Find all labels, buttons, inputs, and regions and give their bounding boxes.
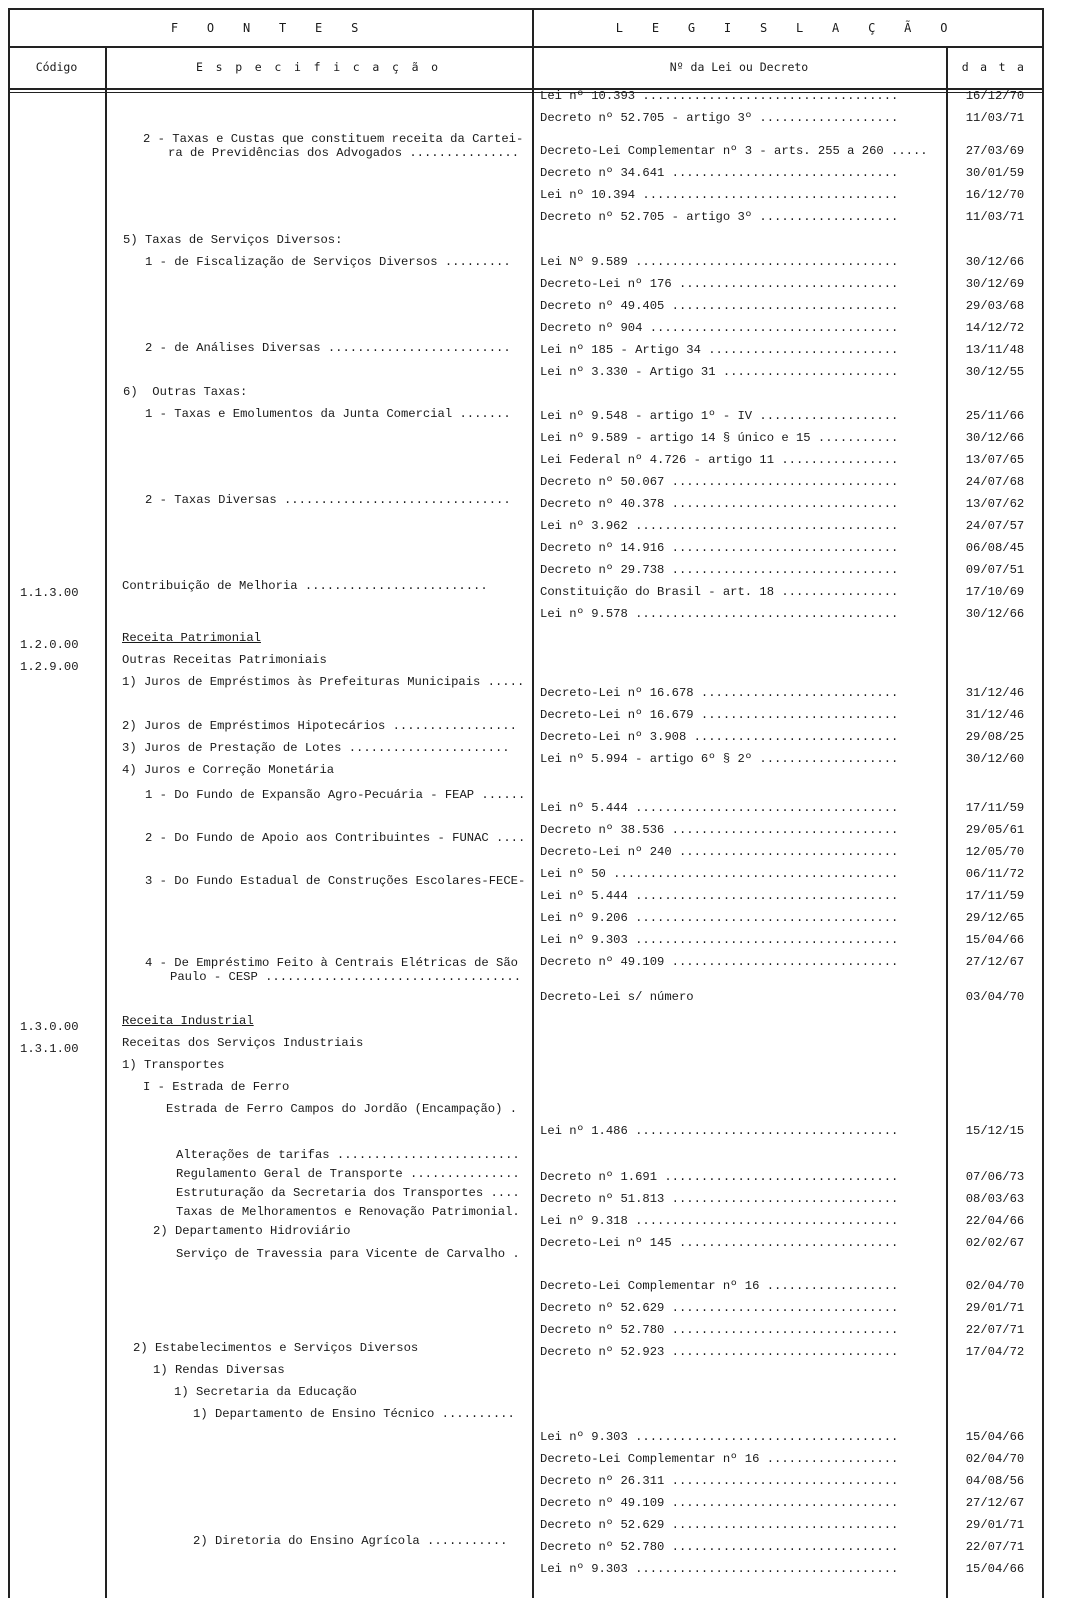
codigo-cell: 1.2.0.00 [20, 638, 79, 652]
lei-decreto-cell: Decreto-Lei nº 16.678 ........................... [540, 686, 899, 700]
lei-decreto-cell: Lei nº 185 - Artigo 34 .......................... [540, 343, 899, 357]
lei-decreto-cell: Lei nº 9.303 .................................... [540, 933, 899, 947]
data-cell: 30/12/66 [965, 255, 1025, 269]
data-cell: 08/03/63 [965, 1192, 1025, 1206]
data-cell: 02/04/70 [965, 1452, 1025, 1466]
lei-decreto-cell: Decreto nº 52.629 ............................... [540, 1301, 899, 1315]
data-cell: 14/12/72 [965, 321, 1025, 335]
data-cell: 15/04/66 [965, 1430, 1025, 1444]
especificacao-cell: 1 - de Fiscalização de Serviços Diversos ......... [145, 255, 511, 269]
data-cell: 13/07/65 [965, 453, 1025, 467]
codigo-cell: 1.1.3.00 [20, 586, 79, 600]
data-cell: 29/05/61 [965, 823, 1025, 837]
especificacao-cell: 1) Rendas Diversas [153, 1363, 285, 1377]
especificacao-cell: Estrada de Ferro Campos do Jordão (Encampação) . [166, 1102, 518, 1116]
lei-decreto-cell: Lei nº 9.578 .................................... [540, 607, 899, 621]
data-cell: 15/12/15 [965, 1124, 1025, 1138]
data-cell: 24/07/68 [965, 475, 1025, 489]
data-cell: 24/07/57 [965, 519, 1025, 533]
lei-decreto-cell: Lei nº 9.548 - artigo 1º - IV ................... [540, 409, 899, 423]
data-cell: 29/08/25 [965, 730, 1025, 744]
especificacao-cell: 2) Diretoria do Ensino Agrícola ........... [193, 1534, 508, 1548]
data-cell: 27/03/69 [965, 144, 1025, 158]
especificacao-cell: 2) Departamento Hidroviário [153, 1224, 351, 1238]
data-cell: 17/10/69 [965, 585, 1025, 599]
right-border [1042, 8, 1044, 1598]
lei-decreto-cell: Decreto-Lei nº 176 .............................. [540, 277, 899, 291]
data-cell: 03/04/70 [965, 990, 1025, 1004]
lei-decreto-cell: Decreto nº 29.738 ............................... [540, 563, 899, 577]
lei-decreto-cell: Decreto-Lei s/ número [540, 990, 694, 1004]
especificacao-cell: I - Estrada de Ferro [143, 1080, 290, 1094]
lei-decreto-cell: Decreto nº 52.780 ............................... [540, 1323, 899, 1337]
section-heading: Receita Patrimonial [122, 631, 261, 645]
data-cell: 27/12/67 [965, 1496, 1025, 1510]
especificacao-cell: 4) Juros e Correção Monetária [122, 763, 335, 777]
data-cell: 30/12/66 [965, 431, 1025, 445]
data-cell: 30/12/55 [965, 365, 1025, 379]
data-cell: 17/11/59 [965, 889, 1025, 903]
data-cell: 31/12/46 [965, 708, 1025, 722]
especificacao-cell: 1 - Taxas e Emolumentos da Junta Comercial ....... [145, 407, 511, 421]
header-divider [8, 46, 1042, 48]
codigo-divider [105, 46, 107, 1598]
lei-decreto-cell: Lei Nº 9.589 .................................... [540, 255, 899, 269]
lei-decreto-cell: Decreto nº 52.780 ............................... [540, 1540, 899, 1554]
data-cell: 27/12/67 [965, 955, 1025, 969]
left-border [8, 8, 10, 1598]
data-cell: 02/04/70 [965, 1279, 1025, 1293]
lei-decreto-cell: Decreto-Lei Complementar nº 16 .................. [540, 1452, 899, 1466]
lei-decreto-cell: Decreto-Lei nº 145 .............................. [540, 1236, 899, 1250]
especificacao-cell: Contribuição de Melhoria ......................... [122, 579, 488, 593]
data-cell: 30/12/66 [965, 607, 1025, 621]
data-cell: 29/01/71 [965, 1518, 1025, 1532]
lei-decreto-cell: Decreto nº 38.536 ............................... [540, 823, 899, 837]
top-border [8, 8, 1042, 10]
lei-decreto-cell: Lei nº 3.330 - Artigo 31 ........................ [540, 365, 899, 379]
especificacao-cell: Paulo - CESP ................................... [170, 970, 522, 984]
lei-decreto-cell: Decreto nº 50.067 ............................... [540, 475, 899, 489]
section-heading: Receita Industrial [122, 1014, 254, 1028]
especificacao-cell: ra de Previdências dos Advogados ............... [168, 146, 520, 160]
lei-decreto-cell: Lei nº 50 ....................................... [540, 867, 899, 881]
especificacao-cell: Receitas dos Serviços Industriais [122, 1036, 364, 1050]
lei-decreto-cell: Decreto-Lei Complementar nº 3 - arts. 255 a 260 ..... [540, 144, 928, 158]
especificacao-cell: 6) Outras Taxas: [123, 385, 248, 399]
lei-decreto-cell: Lei nº 9.589 - artigo 14 § único e 15 ........... [540, 431, 899, 445]
lei-decreto-cell: Lei nº 10.393 ................................... [540, 89, 899, 103]
lei-decreto-cell: Decreto nº 52.923 ............................... [540, 1345, 899, 1359]
especificacao-cell: Taxas de Melhoramentos e Renovação Patrimonial. [176, 1205, 520, 1219]
data-cell: 22/04/66 [965, 1214, 1025, 1228]
lei-decreto-cell: Decreto nº 52.705 - artigo 3º ................... [540, 210, 899, 224]
data-cell: 31/12/46 [965, 686, 1025, 700]
data-cell: 16/12/70 [965, 89, 1025, 103]
especificacao-cell: 1) Juros de Empréstimos às Prefeituras Municipais ..... [122, 675, 525, 689]
data-cell: 16/12/70 [965, 188, 1025, 202]
lei-decreto-cell: Decreto nº 40.378 ............................... [540, 497, 899, 511]
especificacao-cell: Outras Receitas Patrimoniais [122, 653, 327, 667]
especificacao-cell: 1) Secretaria da Educação [174, 1385, 357, 1399]
especificacao-cell: 2 - Taxas Diversas ............................... [145, 493, 511, 507]
codigo-cell: 1.3.0.00 [20, 1020, 79, 1034]
lei-decreto-cell: Decreto nº 14.916 ............................... [540, 541, 899, 555]
data-cell: 11/03/71 [965, 210, 1025, 224]
data-cell: 11/03/71 [965, 111, 1025, 125]
lei-decreto-cell: Decreto nº 49.109 ............................... [540, 955, 899, 969]
especificacao-cell: Estruturação da Secretaria dos Transportes .... [176, 1186, 520, 1200]
lei-decreto-cell: Lei nº 5.444 .................................... [540, 801, 899, 815]
especificacao-cell: 1 - Do Fundo de Expansão Agro-Pecuária - FEAP ...... [145, 788, 526, 802]
especificacao-cell: 2 - de Análises Diversas ......................... [145, 341, 511, 355]
data-cell: 30/01/59 [965, 166, 1025, 180]
lei-decreto-cell: Lei nº 9.318 .................................... [540, 1214, 899, 1228]
lei-decreto-cell: Decreto nº 52.629 ............................... [540, 1518, 899, 1532]
codigo-cell: 1.3.1.00 [20, 1042, 79, 1056]
lei-decreto-cell: Lei nº 10.394 ................................... [540, 188, 899, 202]
lei-decreto-cell: Lei nº 9.206 .................................... [540, 911, 899, 925]
lei-decreto-cell: Decreto nº 51.813 ............................... [540, 1192, 899, 1206]
data-cell: 22/07/71 [965, 1540, 1025, 1554]
especificacao-cell: 5) Taxas de Serviços Diversos: [123, 233, 343, 247]
especificacao-cell: 1) Transportes [122, 1058, 225, 1072]
especificacao-cell: 3 - Do Fundo Estadual de Construções Escolares-FECE- [145, 874, 526, 888]
column-header-codigo: Código [35, 60, 78, 74]
data-cell: 25/11/66 [965, 409, 1025, 423]
lei-decreto-cell: Decreto-Lei Complementar nº 16 .................. [540, 1279, 899, 1293]
data-cell: 04/08/56 [965, 1474, 1025, 1488]
column-header-lei-decreto: Nº da Lei ou Decreto [669, 60, 809, 74]
especificacao-cell: 2) Estabelecimentos e Serviços Diversos [133, 1341, 419, 1355]
data-cell: 17/11/59 [965, 801, 1025, 815]
lei-decreto-cell: Lei nº 1.486 .................................... [540, 1124, 899, 1138]
data-cell: 07/06/73 [965, 1170, 1025, 1184]
data-cell: 12/05/70 [965, 845, 1025, 859]
data-cell: 15/04/66 [965, 1562, 1025, 1576]
lei-decreto-cell: Lei Federal nº 4.726 - artigo 11 ................ [540, 453, 899, 467]
data-cell: 17/04/72 [965, 1345, 1025, 1359]
data-cell: 06/08/45 [965, 541, 1025, 555]
lei-decreto-cell: Lei nº 3.962 .................................... [540, 519, 899, 533]
lei-decreto-cell: Lei nº 5.444 .................................... [540, 889, 899, 903]
especificacao-cell: Regulamento Geral de Transporte ............... [176, 1167, 520, 1181]
especificacao-cell: 4 - De Empréstimo Feito à Centrais Elétricas de São [145, 956, 518, 970]
column-header-data: d a t a [961, 60, 1027, 74]
especificacao-cell: 2 - Taxas e Custas que constituem receita da Cartei- [143, 132, 524, 146]
data-cell: 06/11/72 [965, 867, 1025, 881]
data-cell: 30/12/60 [965, 752, 1025, 766]
lei-decreto-cell: Lei nº 5.994 - artigo 6º § 2º ................... [540, 752, 899, 766]
column-header-especificacao: E s p e c i f i c a ç ã o [196, 60, 441, 74]
data-cell: 13/11/48 [965, 343, 1025, 357]
data-cell: 29/12/65 [965, 911, 1025, 925]
especificacao-cell: Alterações de tarifas ......................... [176, 1148, 520, 1162]
lei-decreto-cell: Decreto nº 1.691 ................................ [540, 1170, 899, 1184]
lei-decreto-cell: Lei nº 9.303 .................................... [540, 1562, 899, 1576]
lei-decreto-cell: Decreto nº 904 .................................. [540, 321, 899, 335]
lei-decreto-cell: Decreto-Lei nº 3.908 ............................ [540, 730, 899, 744]
especificacao-cell: 2 - Do Fundo de Apoio aos Contribuintes - FUNAC .... [145, 831, 526, 845]
data-cell: 29/01/71 [965, 1301, 1025, 1315]
lei-decreto-cell: Decreto nº 52.705 - artigo 3º ................... [540, 111, 899, 125]
data-divider [946, 46, 948, 1598]
lei-decreto-cell: Decreto-Lei nº 16.679 ........................... [540, 708, 899, 722]
especificacao-cell: 1) Departamento de Ensino Técnico .......... [193, 1407, 515, 1421]
especificacao-cell: Serviço de Travessia para Vicente de Carvalho . [176, 1247, 520, 1261]
data-cell: 30/12/69 [965, 277, 1025, 291]
lei-decreto-cell: Constituição do Brasil - art. 18 ................ [540, 585, 899, 599]
data-cell: 09/07/51 [965, 563, 1025, 577]
data-cell: 22/07/71 [965, 1323, 1025, 1337]
lei-decreto-cell: Decreto-Lei nº 240 .............................. [540, 845, 899, 859]
fontes-legislacao-divider [532, 8, 534, 1598]
data-cell: 13/07/62 [965, 497, 1025, 511]
lei-decreto-cell: Decreto nº 34.641 ............................... [540, 166, 899, 180]
lei-decreto-cell: Decreto nº 49.109 ............................... [540, 1496, 899, 1510]
lei-decreto-cell: Decreto nº 49.405 ............................... [540, 299, 899, 313]
especificacao-cell: 2) Juros de Empréstimos Hipotecários ................. [122, 719, 517, 733]
lei-decreto-cell: Decreto nº 26.311 ............................... [540, 1474, 899, 1488]
data-cell: 29/03/68 [965, 299, 1025, 313]
data-cell: 15/04/66 [965, 933, 1025, 947]
especificacao-cell: 3) Juros de Prestação de Lotes ...................... [122, 741, 510, 755]
header-legislacao: L E G I S L A Ç Ã O [615, 21, 959, 35]
codigo-cell: 1.2.9.00 [20, 660, 79, 674]
lei-decreto-cell: Lei nº 9.303 .................................... [540, 1430, 899, 1444]
header-fontes: F O N T E S [170, 21, 370, 35]
data-cell: 02/02/67 [965, 1236, 1025, 1250]
